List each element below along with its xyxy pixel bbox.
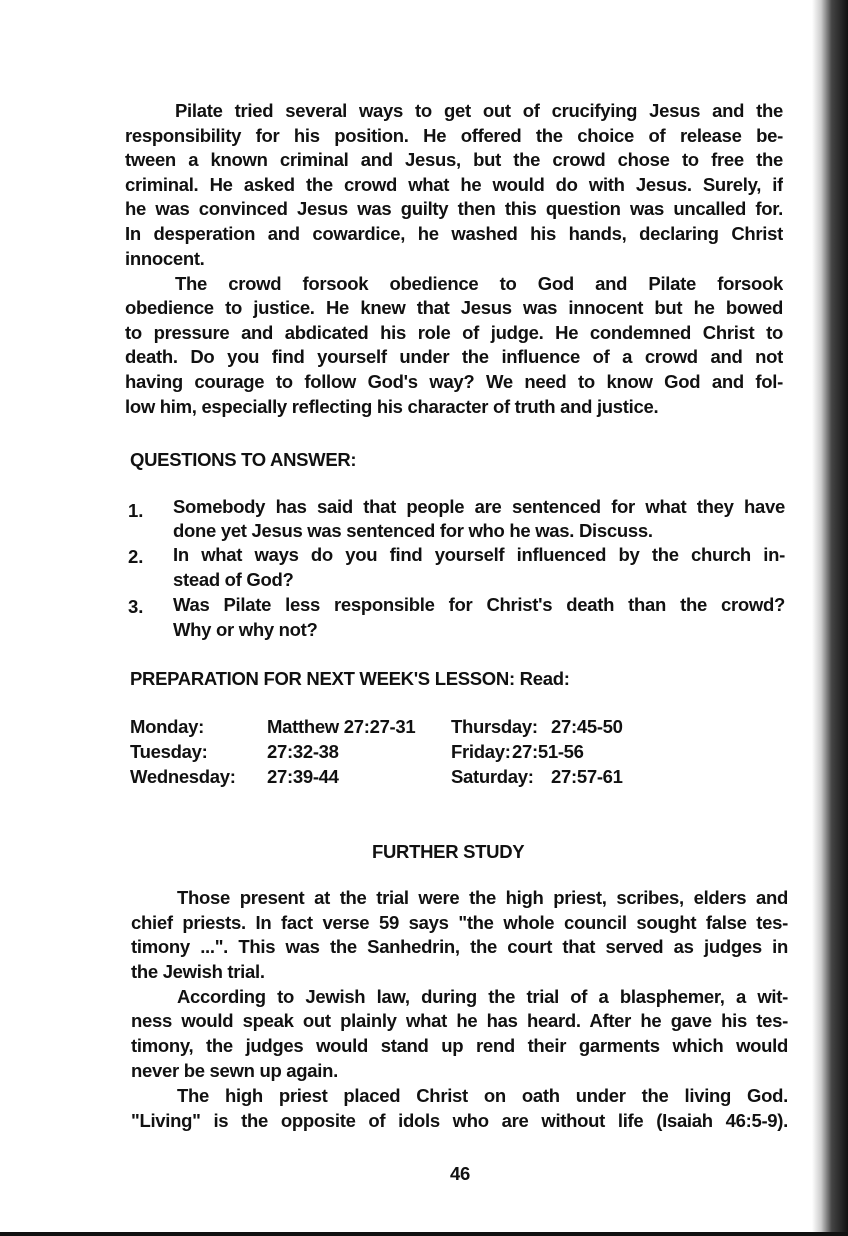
question-line: stead of God?: [173, 569, 294, 590]
reading-day: Wednesday:: [130, 766, 236, 787]
reading-ref: 27:32-38: [267, 741, 339, 762]
question-line: Was Pilate less responsible for Christ's death than the crowd?: [173, 594, 785, 615]
preparation-heading: PREPARATION FOR NEXT WEEK'S LESSON: Read:: [130, 668, 570, 689]
text-line: tween a known criminal and Jesus, but the crowd chose to free the: [125, 149, 783, 170]
text-line: The crowd forsook obedience to God and Pilate forsook: [175, 273, 783, 294]
reading-day: Saturday:: [451, 766, 534, 787]
question-line: In what ways do you find yourself influenced by the church in-: [173, 544, 785, 565]
reading-ref: 27:57-61: [551, 766, 623, 787]
text-line: he was convinced Jesus was guilty then this question was uncalled for.: [125, 198, 783, 219]
reading-day: Friday:: [451, 741, 511, 762]
further-study-heading: FURTHER STUDY: [372, 841, 525, 862]
text-line: chief priests. In fact verse 59 says "the whole council sought false tes-: [131, 912, 788, 933]
reading-day: Thursday:: [451, 716, 538, 737]
text-line: death. Do you find yourself under the influence of a crowd and not: [125, 346, 783, 367]
page-number: 46: [450, 1163, 470, 1184]
text-line: low him, especially reflecting his character of truth and justice.: [125, 396, 659, 417]
book-binding-shadow: [812, 0, 848, 1236]
text-line: "Living" is the opposite of idols who are without life (Isaiah 46:5-9).: [131, 1110, 788, 1131]
text-line: timony ...". This was the Sanhedrin, the court that served as judges in: [131, 936, 788, 957]
reading-day: Monday:: [130, 716, 204, 737]
questions-heading: QUESTIONS TO ANSWER:: [130, 449, 357, 470]
reading-ref: 27:51-56: [512, 741, 584, 762]
question-number: 1.: [128, 500, 144, 521]
text-line: having courage to follow God's way? We need to know God and fol-: [125, 371, 783, 392]
text-line: the Jewish trial.: [131, 961, 265, 982]
text-line: responsibility for his position. He offered the choice of release be-: [125, 125, 783, 146]
text-line: ness would speak out plainly what he has heard. After he gave his tes-: [131, 1010, 788, 1031]
text-line: never be sewn up again.: [131, 1060, 338, 1081]
reading-ref: 27:45-50: [551, 716, 623, 737]
question-line: done yet Jesus was sentenced for who he was. Discuss.: [173, 520, 653, 541]
text-line: Those present at the trial were the high priest, scribes, elders and: [177, 887, 788, 908]
text-line: criminal. He asked the crowd what he would do with Jesus. Surely, if: [125, 174, 783, 195]
text-line: timony, the judges would stand up rend their garments which would: [131, 1035, 788, 1056]
question-line: Why or why not?: [173, 619, 318, 640]
question-line: Somebody has said that people are sentenced for what they have: [173, 496, 785, 517]
reading-day: Tuesday:: [130, 741, 208, 762]
text-line: to pressure and abdicated his role of judge. He condemned Christ to: [125, 322, 783, 343]
text-line: In desperation and cowardice, he washed his hands, declaring Christ: [125, 223, 783, 244]
text-line: Pilate tried several ways to get out of crucifying Jesus and the: [175, 100, 783, 121]
text-line: obedience to justice. He knew that Jesus was innocent but he bowed: [125, 297, 783, 318]
reading-ref: Matthew 27:27-31: [267, 716, 416, 737]
question-number: 3.: [128, 596, 144, 617]
reading-ref: 27:39-44: [267, 766, 339, 787]
question-number: 2.: [128, 546, 144, 567]
scan-edge: [0, 1232, 848, 1236]
text-line: The high priest placed Christ on oath under the living God.: [177, 1085, 788, 1106]
text-line: innocent.: [125, 248, 205, 269]
text-line: According to Jewish law, during the trial of a blasphemer, a wit-: [177, 986, 788, 1007]
